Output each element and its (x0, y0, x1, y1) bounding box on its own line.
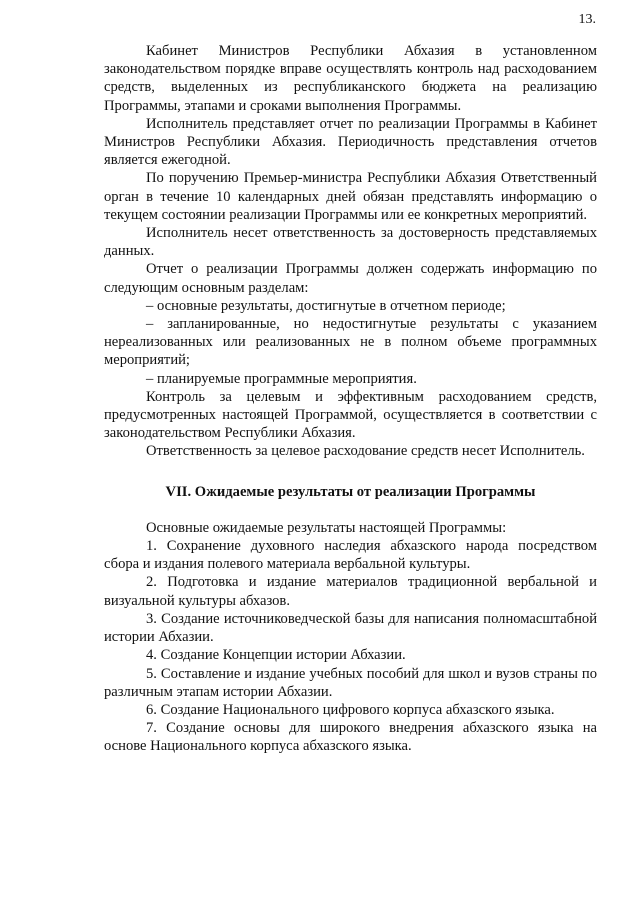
paragraph-executor-responsibility: Исполнитель несет ответственность за достоверность представляемых данных. (104, 225, 597, 260)
result-item: 4. Создание Концепции истории Абхазии. (146, 647, 406, 664)
paragraph-report-content: Отчет о реализации Программы должен содержать информацию по следующим основным разделам: (104, 261, 597, 296)
paragraph-cabinet-control: Кабинет Министров Республики Абхазия в установленном законодательством порядке вправе осуществлять контроль над расходованием средств, выделенных из республиканского бюджета на реализацию Программы, этапами и сроками выполнения Программы. (104, 43, 597, 114)
results-intro: Основные ожидаемые результаты настоящей Программы: (146, 519, 507, 536)
paragraph-spending-responsibility: Ответственность за целевое расходование средств несет Исполнитель. (146, 443, 585, 460)
list-item-report-section: – планируемые программные мероприятия. (146, 370, 417, 387)
result-item: 1. Сохранение духовного наследия абхазского народа посредством сбора и издания полевого материала вербальной культуры. (104, 538, 597, 573)
result-item: 6. Создание Национального цифрового корпуса абхазского языка. (146, 701, 555, 718)
result-item: 5. Составление и издание учебных пособий для школ и вузов страны по различным этапам истории Абхазии. (104, 665, 597, 700)
page-number: 13. (578, 12, 596, 27)
result-item: 3. Создание источниковедческой базы для написания полномасштабной истории Абхазии. (104, 610, 597, 646)
result-item: 7. Создание основы для широкого внедрения абхазского языка на основе Национального корпуса абхазского языка. (104, 720, 597, 755)
list-item-report-section: – основные результаты, достигнутые в отчетном периоде; (146, 297, 506, 314)
section-heading: VII. Ожидаемые результаты от реализации Программы (165, 483, 536, 500)
paragraph-spending-control: Контроль за целевым и эффективным расходованием средств, предусмотренных настоящей Программой, осуществляется в соответствии с законодательством Республики Абхазия. (104, 388, 597, 442)
paragraph-executor-report: Исполнитель представляет отчет по реализации Программы в Кабинет Министров Республики Абхазия. Периодичность представления отчетов является ежегодной. (104, 115, 597, 169)
list-item-report-section: – запланированные, но недостигнутые результаты с указанием нереализованных или реализованных не в полном объеме программных мероприятий; (104, 316, 597, 369)
result-item: 2. Подготовка и издание материалов традиционной вербальной и визуальной культуры абхазов. (104, 574, 597, 609)
paragraph-prime-minister-request: По поручению Премьер-министра Республики Абхазия Ответственный орган в течение 10 календарных дней обязан представлять информацию о текущем состоянии реализации Программы или ее конкретных мероприятий. (104, 170, 597, 223)
document-body (104, 42, 597, 756)
